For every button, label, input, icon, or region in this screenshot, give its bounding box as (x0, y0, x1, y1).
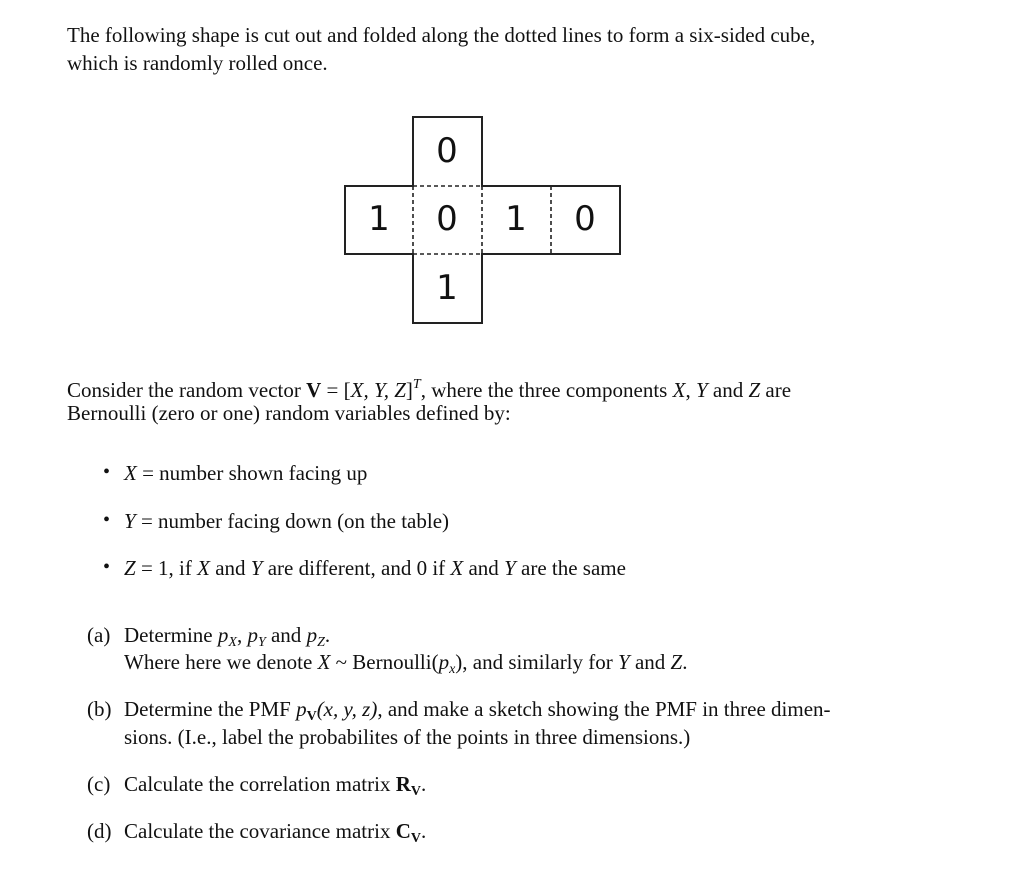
net-face-left: 1 (368, 199, 390, 239)
intro-line-2: which is randomly rolled once. (67, 51, 328, 75)
part-c-label: (c) (87, 772, 111, 796)
def-x: X = number shown facing up (124, 461, 368, 485)
part-c-text: Calculate the correlation matrix $R_V$. (124, 772, 427, 799)
bullet-dot: • (103, 461, 111, 483)
part-b-line-2: sions. (I.e., label the probabilites of the points in three dimensions.) (124, 725, 691, 749)
net-face-bottom: 1 (436, 268, 458, 308)
net-face-center: 0 (436, 199, 458, 239)
part-b-label: (b) (87, 697, 112, 721)
part-d-label: (d) (87, 819, 112, 843)
part-a-line-2: Where here we denote X ~ $Bernoulli(p_x)$, and similarly for Y and Z. (124, 650, 688, 677)
part-a-line-1: Determine $p_X$, $p_Y$ and $p_Z$. (124, 623, 331, 650)
net-face-top: 0 (436, 131, 458, 171)
consider-line-1: Consider the random vector V = [X, Y, Z]$^T$, where the three components X, Y and Z are (67, 377, 792, 402)
bullet-dot: • (103, 509, 111, 531)
part-a-label: (a) (87, 623, 111, 647)
part-d-text: Calculate the covariance matrix $C_V$. (124, 819, 427, 846)
net-face-right: 1 (505, 199, 527, 239)
consider-line-2: Bernoulli (zero or one) random variables defined by: (67, 401, 511, 425)
net-face-far-right: 0 (574, 199, 596, 239)
part-b-line-1: Determine the PMF $p_V(x$, y, z), and make a sketch showing the PMF in three dimen- (124, 697, 831, 724)
intro-line-1: The following shape is cut out and folded along the dotted lines to form a six-sided cube, (67, 23, 816, 47)
bullet-dot: • (103, 556, 111, 578)
def-z: Z = 1, if X and Y are different, and 0 if X and Y are the same (124, 556, 626, 580)
def-y: Y = number facing down (on the table) (124, 509, 450, 533)
